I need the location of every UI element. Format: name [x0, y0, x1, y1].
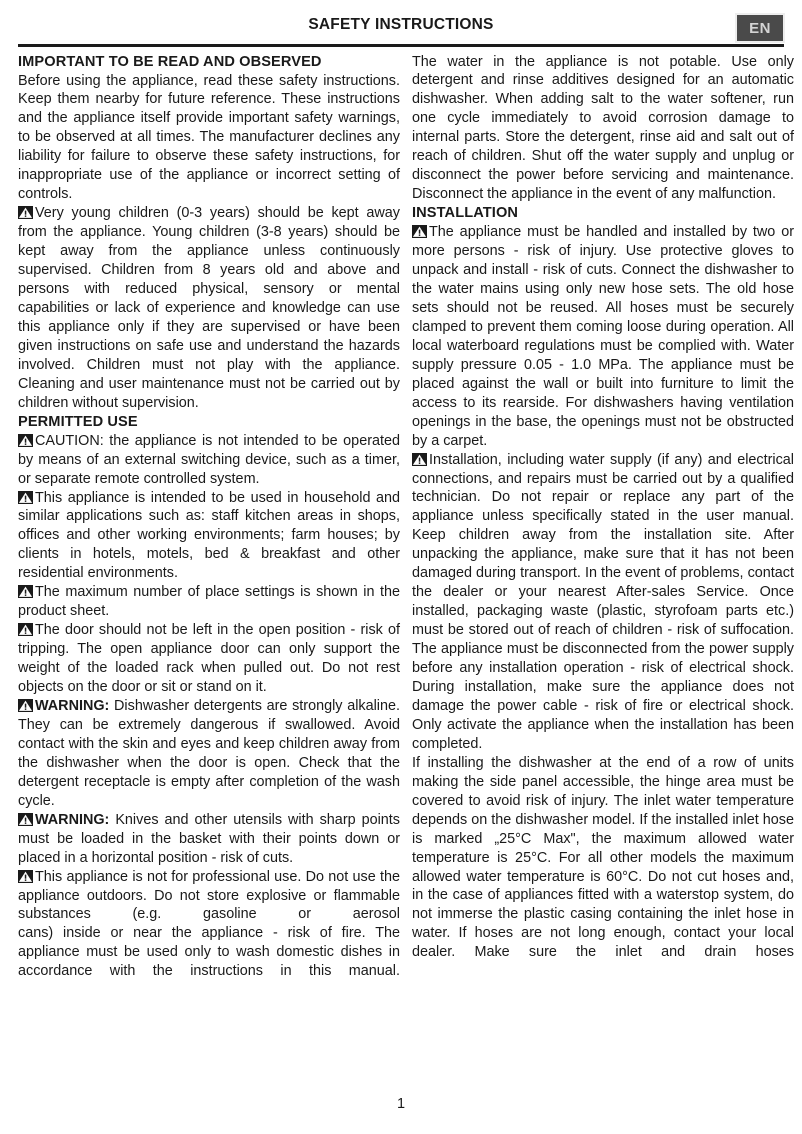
paragraph-warning-knives-text: Knives and other utensils with sharp points must be loaded in the basket with their points down or placed in a horizontal position - risk of cuts.: [18, 811, 400, 866]
heading-important-to-be-read: IMPORTANT TO BE READ AND OBSERVED: [18, 53, 322, 70]
header-divider: [18, 44, 784, 47]
warning-triangle-icon: [18, 813, 33, 826]
warning-triangle-icon: [18, 623, 33, 636]
paragraph-professional-use-part2: cans) inside or near the appliance - risk of fire. The appliance must be used only to wash domestic dishes in accordance with the instructions in this manual.: [18, 925, 400, 980]
paragraph-warning-knives: [18, 811, 400, 868]
heading-permitted-use: PERMITTED USE: [18, 413, 138, 430]
warning-label: WARNING:: [35, 811, 110, 828]
warning-triangle-icon: [412, 453, 427, 466]
left-column: [18, 53, 400, 982]
warning-triangle-icon: [18, 491, 33, 504]
paragraph-place-settings-text: The maximum number of place settings is shown in the product sheet.: [18, 584, 400, 620]
page-header: [18, 0, 784, 44]
paragraph-installation-text: Installation, including water supply (if any) and electrical connections, and repairs must be carried out by a qualified technician. Do not repair or replace any part of the appliance unless specifically stated in the user manual. Keep children away from the installation site. After unpacking the appliance, make sure that it has not been damaged during transport. In the event of problems, contact the dealer or your nearest After-sales Service. Once installed, packaging waste (plastic, styrofoam parts etc.) must be stored out of reach of children - risk of suffocation. The appliance must be disconnected from the power supply before any installation operation - risk of electrical shock. During installation, make sure the appliance does not damage the power cable - risk of fire or electrical shock. Only activate the appliance when the installation has been completed.: [412, 451, 794, 752]
two-column-body: [18, 53, 794, 982]
warning-triangle-icon: [412, 225, 427, 238]
language-badge: EN: [737, 15, 783, 41]
paragraph-caution: [18, 432, 400, 489]
right-column: [412, 53, 794, 982]
paragraph-children: [18, 204, 400, 412]
paragraph-warning-detergent-text: Dishwasher detergents are strongly alkaline. They can be extremely dangerous if swallowed. Avoid contact with the skin and eyes and keep children away from the dishwasher when the door is open. Check that the detergent receptacle is empty after completion of the wash cycle.: [18, 698, 400, 809]
paragraph-intro: Before using the appliance, read these safety instructions. Keep them nearby for future reference. These instructions and the appliance itself provide important safety warnings, to be observed at all times. The manufacturer declines any liability for failure to observe these safety instructions, for inappropriate use of the appliance or incorrect setting of controls.: [18, 72, 400, 203]
paragraph-warning-detergent: [18, 697, 400, 811]
page-number: 1: [396, 1096, 406, 1112]
paragraph-professional-use-part1: [18, 868, 400, 925]
paragraph-door: [18, 621, 400, 697]
warning-triangle-icon: [18, 699, 33, 712]
paragraph-place-settings: [18, 583, 400, 621]
page-title: SAFETY INSTRUCTIONS: [308, 16, 494, 33]
paragraph-door-text: The door should not be left in the open position - risk of tripping. The open appliance door can only support the weight of the loaded rack when pulled out. Do not rest objects on the door or sit or stand on it.: [18, 622, 400, 696]
warning-label: WARNING:: [35, 698, 110, 714]
paragraph-household-text: This appliance is intended to be used in household and similar applications such as: staff kitchen areas in shops, offices and other working environments; farm houses; by clients in hotels, motels, bed & breakfast and other residential environments.: [18, 489, 400, 582]
warning-triangle-icon: [18, 870, 33, 883]
paragraph-installation: [412, 451, 794, 754]
paragraph-handling: [412, 223, 794, 450]
heading-installation: INSTALLATION: [412, 205, 519, 222]
paragraph-water: The water in the appliance is not potable. Use only detergent and rinse additives designed for an automatic dishwasher. When adding salt to the water softener, run one cycle immediately to avoid corrosion damage to internal parts. Store the detergent, rinse aid and salt out of reach of children. Shut off the water supply and unplug or disconnect the power before servicing and maintenance. Disconnect the appliance in the event of any malfunction.: [412, 53, 794, 203]
warning-triangle-icon: [18, 434, 33, 447]
warning-triangle-icon: [18, 585, 33, 598]
warning-triangle-icon: [18, 206, 33, 219]
paragraph-caution-text: CAUTION: the appliance is not intended to be operated by means of an external switching device, such as a timer, or separate remote controlled system.: [18, 432, 400, 487]
paragraph-handling-text: The appliance must be handled and installed by two or more persons - risk of injury. Use protective gloves to unpack and install - risk of cuts. Connect the dishwasher to the water mains using only new hose sets. The old hose sets should not be reused. All hoses must be securely clamped to prevent them coming loose during operation. All local waterboard regulations must be complied with. Water supply pressure 0.05 - 1.0 MPa. The appliance must be placed against the wall or built into furniture to limit the access to its rearside. For dishwashers having ventilation openings in the base, the openings must not be obstructed by a carpet.: [412, 224, 794, 449]
paragraph-children-text: Very young children (0-3 years) should be kept away from the appliance. Young children (3-8 years) should be kept away from the appliance unless continuously supervised. Children from 8 years old and above and persons with reduced physical, sensory or mental capabilities or lack of experience and knowledge can use this appliance only if they are supervised or have been given instructions on safe use and understand the hazards involved. Children must not play with the appliance. Cleaning and user maintenance must not be carried out by children without supervision.: [18, 205, 400, 411]
paragraph-professional-use-text-a: This appliance is not for professional use. Do not use the appliance outdoors. Do not store explosive or flammable substances (e.g. gasoline or aerosol: [18, 868, 400, 923]
paragraph-household: [18, 489, 400, 584]
paragraph-hinge-and-hoses: If installing the dishwasher at the end of a row of units making the side panel accessible, the hinge area must be covered to avoid risk of injury. The inlet water temperature depends on the dishwasher model. If the installed inlet hose is marked „25°C Max", the maximum allowed water temperature is 25°C. For all other models the maximum allowed water temperature is 60°C. Do not cut hoses and, in the case of appliances fitted with a waterstop system, do not immerse the plastic casing containing the inlet hose in water. If hoses are not long enough, contact your local dealer. Make sure the inlet and drain hoses: [412, 754, 794, 961]
